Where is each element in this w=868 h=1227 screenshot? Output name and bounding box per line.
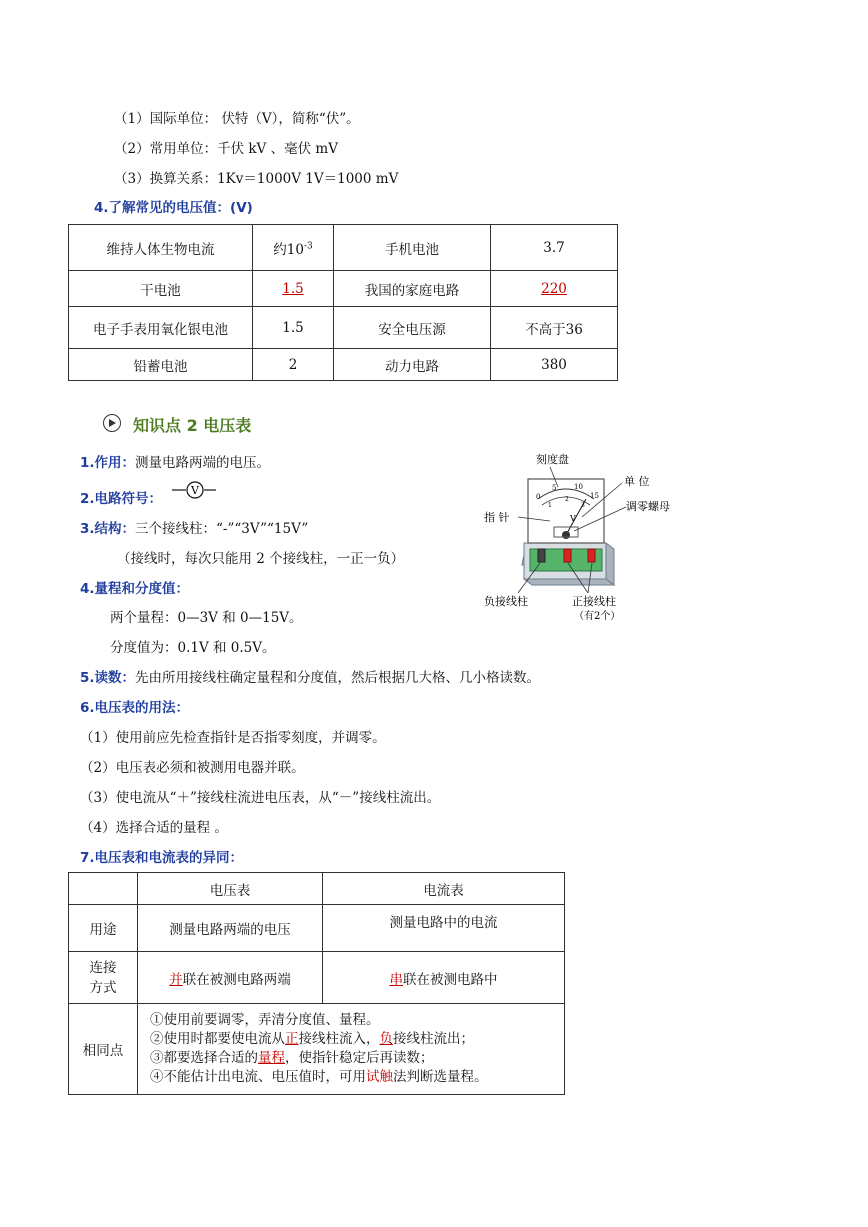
same-point-1: ①使用前要调零，弄清分度值、量程。 [150, 1012, 380, 1028]
table-row [69, 225, 618, 271]
unit-line-3: （3）换算关系：1Kv＝1000V 1V＝1000 mV [114, 171, 399, 187]
cell: 相同点 [69, 1004, 138, 1095]
cell: 3.7 [491, 225, 618, 271]
structure-line: 3.结构：三个接线柱：“-”“3V”“15V” [80, 521, 309, 537]
voltage-table [68, 224, 618, 381]
dial-label: 刻度盘 [536, 453, 569, 466]
unit-line-1: （1）国际单位： 伏特（V），简称“伏”。 [114, 111, 360, 127]
svg-text:2: 2 [565, 496, 569, 503]
cell [138, 1004, 565, 1095]
compare-table [68, 872, 565, 1095]
range-text-2: 分度值为：0.1V 和 0.5V。 [110, 640, 276, 656]
cell: 我国的家庭电路 [334, 271, 491, 307]
table-row [69, 905, 565, 952]
cell: 用途 [69, 905, 138, 952]
cell-sup: -3 [303, 241, 313, 251]
cell: 维持人体生物电流 [69, 225, 253, 271]
range-heading: 4.量程和分度值： [80, 581, 190, 597]
cell: 手机电池 [334, 225, 491, 271]
table-row [69, 952, 565, 1004]
pointer-label: 指 针 [484, 511, 510, 524]
cell [491, 271, 618, 307]
svg-text:5: 5 [552, 484, 557, 492]
usage-4: （4）选择合适的量程 。 [80, 820, 228, 836]
table-row [69, 873, 565, 905]
table-row [69, 1004, 565, 1095]
compare-heading: 7.电压表和电流表的异同： [80, 850, 244, 866]
use-line: 1.作用：测量电路两端的电压。 [80, 455, 271, 471]
svg-text:10: 10 [574, 483, 583, 491]
usage-2: （2）电压表必须和被测用电器并联。 [80, 760, 305, 776]
range-text-1: 两个量程：0—3V 和 0—15V。 [110, 610, 303, 626]
common-voltage-heading: 4.了解常见的电压值：(V) [94, 200, 253, 216]
unit-line-2: （2）常用单位：千伏 kV 、毫伏 mV [114, 141, 338, 157]
voltmeter-figure [478, 445, 688, 627]
svg-text:1: 1 [548, 502, 552, 509]
cell: 铅蓄电池 [69, 349, 253, 381]
cell [253, 271, 334, 307]
cell: 1.5 [253, 307, 334, 349]
svg-text:V: V [191, 484, 199, 497]
answer-text: 220 [541, 280, 567, 297]
svg-text:0: 0 [536, 493, 541, 501]
pos-terminal-note: （有2个） [574, 611, 621, 622]
usage-heading: 6.电压表的用法： [80, 700, 190, 716]
table-row [69, 349, 618, 381]
cell: 串联在被测电路中 [323, 952, 565, 1004]
svg-text:15: 15 [590, 492, 599, 500]
usage-1: （1）使用前应先检查指针是否指零刻度，并调零。 [80, 730, 386, 746]
zero-adjust-label: 调零螺母 [626, 500, 670, 513]
pos-terminal-label: 正接线柱 [572, 595, 616, 608]
table-row [69, 307, 618, 349]
read-line: 5.读数：先由所用接线柱确定量程和分度值，然后根据几大格、几小格读数。 [80, 670, 541, 686]
cell [253, 225, 334, 271]
cell: 380 [491, 349, 618, 381]
same-point-4: ④不能估计出电流、电压值时，可用试触法判断选量程。 [150, 1069, 488, 1085]
cell: 2 [253, 349, 334, 381]
svg-text:V: V [570, 514, 576, 523]
answer-text: 1.5 [282, 280, 304, 297]
cell: 连接 方式 [69, 952, 138, 1004]
structure-note: （接线时，每次只能用 2 个接线柱，一正一负） [117, 551, 405, 567]
table-row [69, 271, 618, 307]
arrow-circle-icon [103, 414, 121, 432]
cell: 干电池 [69, 271, 253, 307]
cell: 电流表 [323, 873, 565, 905]
section-title: 知识点 2 电压表 [133, 416, 252, 435]
neg-terminal-label: 负接线柱 [484, 595, 528, 608]
cell: 并联在被测电路两端 [138, 952, 323, 1004]
cell: 测量电路中的电流 [323, 905, 565, 952]
usage-3: （3）使电流从“＋”接线柱流进电压表，从“－”接线柱流出。 [80, 790, 441, 806]
voltmeter-symbol-icon [170, 480, 218, 500]
cell: 安全电压源 [334, 307, 491, 349]
cell: 动力电路 [334, 349, 491, 381]
cell: 电压表 [138, 873, 323, 905]
cell-text: 约10 [273, 241, 304, 258]
same-point-3: ③都要选择合适的量程，使指针稳定后再读数； [150, 1050, 434, 1066]
cell: 不高于36 [491, 307, 618, 349]
cell: 测量电路两端的电压 [138, 905, 323, 952]
cell: 电子手表用氧化银电池 [69, 307, 253, 349]
svg-text:3: 3 [581, 502, 585, 509]
same-point-2: ②使用时都要使电流从正接线柱流入，负接线柱流出； [150, 1031, 474, 1047]
cell [69, 873, 138, 905]
unit-label: 单 位 [624, 475, 650, 488]
symbol-line: 2.电路符号： [80, 491, 163, 507]
